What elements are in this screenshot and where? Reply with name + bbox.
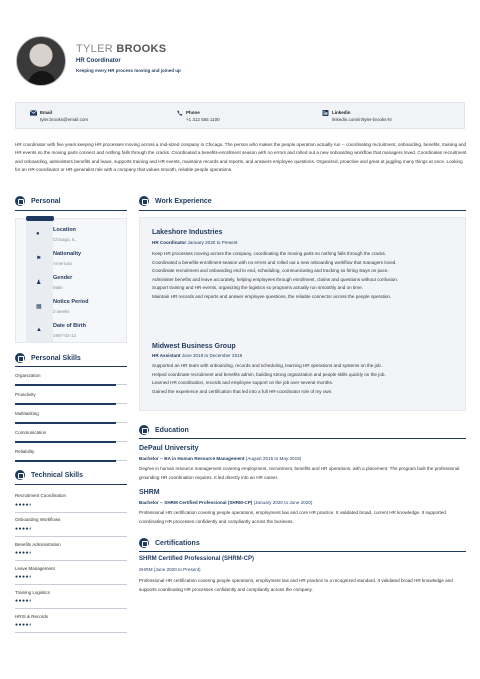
linkedin-value[interactable]: linkedin.com/in/tyler-brooks-hr (332, 117, 393, 122)
graduation-cap-icon (139, 425, 149, 435)
job-bullet: Learned HR coordination, records and employee support on the job over several months. (152, 380, 334, 386)
tech-skill-divider (15, 536, 127, 537)
certifications-divider (139, 551, 466, 552)
skill-name: Organization (15, 373, 41, 378)
education-description: Degree in human resource management covering employment, recruitment, benefits and HR operations, with a placement. The program built the professional grounding HR coordination requires. It led directly into an HR career. (139, 466, 460, 480)
tech-skill-divider (15, 584, 127, 585)
skill-bar-fill (15, 441, 116, 443)
job-bullet: Administer benefits and leave accurately, helping employees through enrollment, claims and questions without confusion. (152, 276, 399, 282)
job-role-line (152, 240, 238, 245)
tech-skill-rating: ●●●●◐ (15, 526, 33, 532)
skill-bar (15, 384, 127, 385)
gender-value: Male (53, 285, 63, 290)
education-heading (139, 425, 189, 435)
dob-label: Date of Birth (53, 323, 86, 329)
company-name: Lakeshore Industries (152, 229, 223, 236)
personal-skills-heading (15, 353, 81, 363)
profile-photo (16, 36, 66, 86)
resume-header (0, 0, 480, 100)
skill-bar (15, 460, 127, 461)
skill-bar-fill (15, 384, 116, 386)
job-role: HR Assistant (152, 353, 181, 358)
personal-divider (15, 210, 127, 211)
job-bullet: Coordinate recruitment and onboarding end to end, scheduling, communicating and tracking so hiring stays on pace. (152, 268, 389, 274)
job-dates: January 2020 to Present (187, 240, 238, 245)
personal-heading (15, 196, 61, 206)
certification-description: Professional HR certification covering people operations, employment law and HR practice to a recognized standard. It validated broad HR knowledge and supports coordinating HR processes confidently and compliantly across the company. (139, 578, 453, 592)
personal-skills-heading-text: Personal Skills (31, 354, 81, 362)
education-divider (139, 438, 466, 439)
technical-skills-heading-text: Technical Skills (31, 471, 84, 479)
job-bullet: Support training and HR events, organizing the logistics so programs actually run smoothly and on time. (152, 285, 363, 291)
last-name: BROOKS (116, 43, 167, 55)
cake-icon: ▲ (36, 327, 42, 333)
linkedin-icon (322, 110, 329, 116)
degree-dates: (August 2015 to May 2019) (245, 456, 302, 461)
job-bullet: Keep HR processes moving across the company, coordinating the moving parts so nothing falls through the cracks. (152, 251, 387, 256)
email-value[interactable]: tyler.brooks@email.com (40, 117, 89, 122)
job-bullet: Maintain HR records and reports and answer employee questions, the reliable connector across the people operation. (152, 293, 392, 299)
tech-skill-divider (15, 608, 127, 609)
nationality-label: Nationality (53, 251, 82, 257)
contact-phone[interactable] (186, 110, 220, 122)
tech-skill-rating: ●●●●◐ (15, 550, 33, 556)
personal-card (15, 218, 127, 343)
skill-bar-fill (15, 422, 116, 424)
tech-skill-rating: ●●●●◐ (15, 574, 33, 580)
personal-skills-divider (15, 366, 127, 367)
skill-bar (15, 422, 127, 423)
job-dates: June 2019 to December 2019 (181, 353, 243, 358)
skill-bar-fill (15, 460, 116, 462)
briefcase-icon (139, 196, 149, 206)
education-heading-text: Education (155, 426, 189, 434)
first-name: TYLER (76, 43, 113, 55)
envelope-icon (30, 110, 37, 116)
degree-dates: (January 2020 to June 2020) (253, 500, 313, 505)
technical-skills-divider (15, 484, 127, 485)
degree-name: Bachelor -- SHRM Certified Professional (SHRM-CP) (139, 500, 253, 505)
skill-name: Proactivity (15, 392, 36, 397)
school-name: SHRM (139, 489, 160, 496)
certificate-icon (139, 538, 149, 548)
personal-heading-text: Personal (31, 197, 61, 205)
gear-icon (15, 470, 25, 480)
tech-skill-rating: ●●●●◐ (15, 598, 33, 604)
contact-bar (15, 102, 465, 129)
skill-name: Reliability (15, 449, 35, 454)
calendar-icon: ▦ (36, 304, 42, 310)
tech-skill-name: HRIS & Records (15, 614, 49, 619)
tech-skill-rating: ●●●●◐ (15, 622, 33, 628)
phone-label: Phone (186, 110, 200, 115)
job-bullet: Coordinated a benefits-enrollment season with no errors and rolled out a new onboarding workflow that managers loved. (152, 259, 397, 265)
job-bullet: Supported an HR team with onboarding, records and scheduling, learning HR operations and systems on the job. (152, 363, 383, 368)
job-title: HR Coordinator (76, 58, 121, 64)
skill-bar-fill (15, 403, 116, 405)
tech-skill-name: Leave Management (15, 566, 55, 571)
skill-name: Multitasking (15, 411, 39, 416)
technical-skills-heading (15, 470, 83, 480)
certifications-heading (139, 538, 200, 548)
skill-bar (15, 441, 127, 442)
degree-name: Bachelor -- BA in Human Resource Management (139, 456, 245, 461)
work-heading-text: Work Experience (155, 197, 212, 205)
tech-skill-divider (15, 512, 127, 513)
phone-value[interactable]: +1 312 555 1100 (186, 117, 220, 122)
notice-value: 2 weeks (53, 309, 70, 314)
location-pin-icon: ● (36, 231, 40, 237)
personal-item-dob (16, 321, 128, 345)
tech-skill-rating: ●●●●◐ (15, 502, 33, 508)
email-label: Email (40, 110, 53, 115)
flag-icon: ⚑ (36, 256, 42, 262)
job-bullet: Helped coordinate recruitment and benefits admin, building strong organization and people skills quickly on the job. (152, 371, 386, 377)
personal-item-location (16, 225, 128, 249)
gender-label: Gender (53, 275, 73, 281)
personal-item-gender (16, 273, 128, 297)
location-label: Location (53, 227, 76, 233)
full-name (76, 43, 166, 55)
tech-skill-divider (15, 632, 127, 633)
tech-skill-name: Benefits Administration (15, 542, 61, 547)
personal-item-notice (16, 297, 128, 321)
professional-summary: HR coordinator with five years keeping HR processes moving across a mid-sized company in Chicago. The person who makes the people operation actually run -- coordinating recruitment, onboarding, benefits, training and HR events so the moving parts connect and nothing falls through the cracks. Coordinated a benefits-enrollment season with no errors and rolled out a new onboarding workflow that managers loved. Coordinates recruitment and onboarding, administers benefits and leave, supports training and HR events, maintains records and reports, and answers employee questions. Organized, proactive and great at juggling many things at once. Looking for an HR-coordinator or HR-generalist role with a company that values smooth, reliable people operations. (15, 142, 467, 173)
company-name: Midwest Business Group (152, 343, 236, 350)
job-bullets (152, 362, 458, 396)
notice-label: Notice Period (53, 299, 89, 305)
linkedin-label: Linkedin (332, 110, 351, 115)
certification-meta: SHRM (June 2020 to Present) (139, 567, 201, 572)
tech-skill-name: Recruitment Coordination (15, 493, 67, 498)
personal-item-nationality (16, 249, 128, 273)
work-heading (139, 196, 212, 206)
job-role-line (152, 353, 242, 358)
degree-line (139, 500, 312, 505)
person-icon: ♟ (36, 280, 42, 286)
tech-skill-name: Onboarding Workflows (15, 517, 61, 522)
dob-value: 1997-03-12 (53, 333, 77, 338)
tech-skill-divider (15, 560, 127, 561)
job-role: HR Coordinator (152, 240, 187, 245)
users-icon (15, 353, 25, 363)
job-bullets (152, 250, 458, 302)
phone-icon (176, 110, 183, 116)
contact-email[interactable] (40, 110, 88, 122)
certification-name: SHRM Certified Professional (SHRM-CP) (139, 556, 255, 562)
work-divider (139, 210, 466, 211)
skill-bar (15, 403, 127, 404)
job-bullet: Gained the experience and certification that led into a full HR-coordinator role of my own. (152, 388, 333, 394)
contact-linkedin[interactable] (332, 110, 392, 122)
degree-line (139, 456, 301, 461)
school-name: DePaul University (139, 445, 199, 452)
location-value: Chicago, IL (53, 237, 76, 242)
skill-name: Communication (15, 430, 47, 435)
tagline: Keeping every HR process moving and joined up (76, 68, 181, 73)
tech-skill-name: Training Logistics (15, 590, 50, 595)
certifications-heading-text: Certifications (155, 539, 200, 547)
nationality-value: American (53, 261, 73, 266)
education-description: Professional HR certification covering people operations, employment law and core HR practice. It validated broad, current HR knowledge. It supported coordinating HR processes confidently and compliantly across the business. (139, 510, 446, 524)
gender-icon (15, 196, 25, 206)
